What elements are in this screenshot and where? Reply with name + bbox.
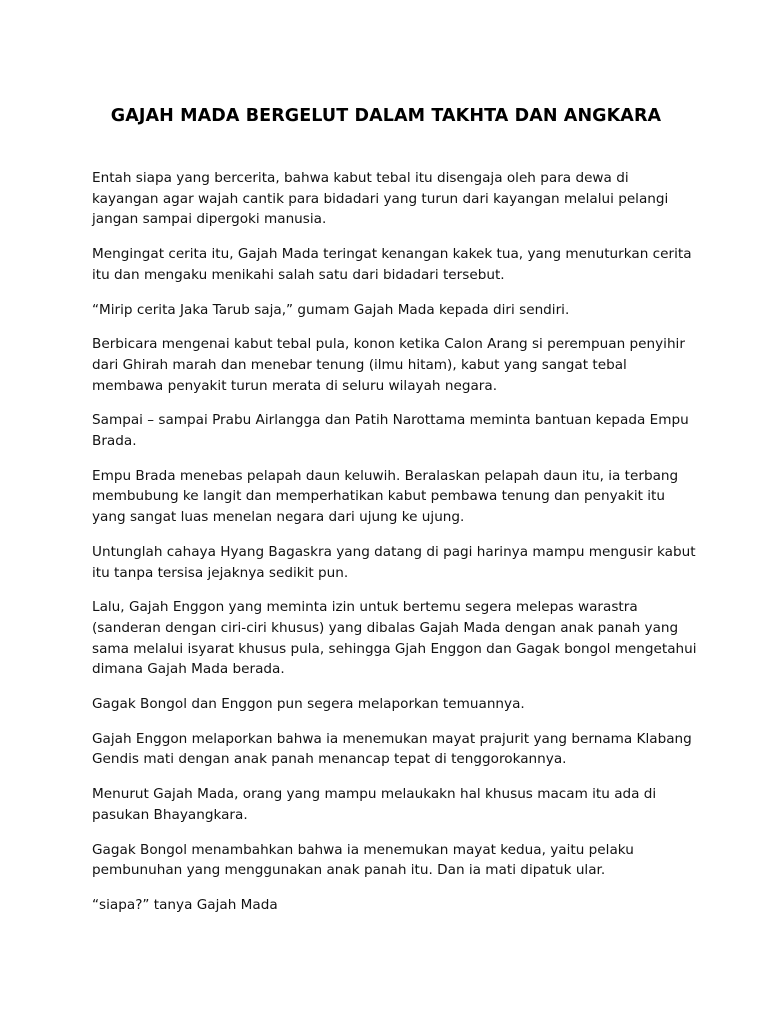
document-body (92, 168, 698, 916)
paragraph: Gagak Bongol menambahkan bahwa ia menemukan mayat kedua, yaitu pelaku pembunuhan yang menggunakan anak panah itu. Dan ia mati dipatuk ular. (92, 841, 634, 879)
paragraph: Entah siapa yang bercerita, bahwa kabut tebal itu disengaja oleh para dewa di kayangan agar wajah cantik para bidadari yang turun dari kayangan melalui pelangi jangan sampai dipergoki manusia. (92, 170, 669, 228)
paragraph: Berbicara mengenai kabut tebal pula, konon ketika Calon Arang si perempuan penyihir dari Ghirah marah dan menebar tenung (ilmu hitam), kabut yang sangat tebal membawa penyakit turun merata di seluru wilayah negara. (92, 336, 685, 394)
paragraph: “siapa?” tanya Gajah Mada (92, 896, 278, 913)
paragraph: “Mirip cerita Jaka Tarub saja,” gumam Gajah Mada kepada diri sendiri. (92, 301, 570, 318)
paragraph: Lalu, Gajah Enggon yang meminta izin untuk bertemu segera melepas warastra (sanderan dengan ciri-ciri khusus) yang dibalas Gajah Mada dengan anak panah yang sama melalui isyarat khusus pula, sehingga Gjah Enggon dan Gagak bongol mengetahui dimana Gajah Mada berada. (92, 599, 697, 678)
paragraph: Mengingat cerita itu, Gajah Mada teringat kenangan kakek tua, yang menuturkan cerita itu dan mengaku menikahi salah satu dari bidadari tersebut. (92, 246, 692, 283)
paragraph: Empu Brada menebas pelapah daun keluwih. Beralaskan pelapah daun itu, ia terbang membubung ke langit dan memperhatikan kabut pembawa tenung dan penyakit itu yang sangat luas menelan negara dari ujung ke ujung. (92, 467, 679, 526)
paragraph: Sampai – sampai Prabu Airlangga dan Patih Narottama meminta bantuan kepada Empu Brada. (92, 412, 689, 450)
paragraph: Gagak Bongol dan Enggon pun segera melaporkan temuannya. (92, 696, 525, 713)
paragraph: Gajah Enggon melaporkan bahwa ia menemukan mayat prajurit yang bernama Klabang Gendis mati dengan anak panah menancap tepat di tenggorokannya. (92, 730, 692, 768)
paragraph: Untunglah cahaya Hyang Bagaskra yang datang di pagi harinya mampu mengusir kabut itu tanpa tersisa jejaknya sedikit pun. (92, 543, 696, 581)
paragraph: Menurut Gajah Mada, orang yang mampu melaukakn hal khusus macam itu ada di pasukan Bhayangkara. (92, 786, 657, 823)
document-title: GAJAH MADA BERGELUT DALAM TAKHTA DAN ANGKARA (110, 106, 662, 126)
